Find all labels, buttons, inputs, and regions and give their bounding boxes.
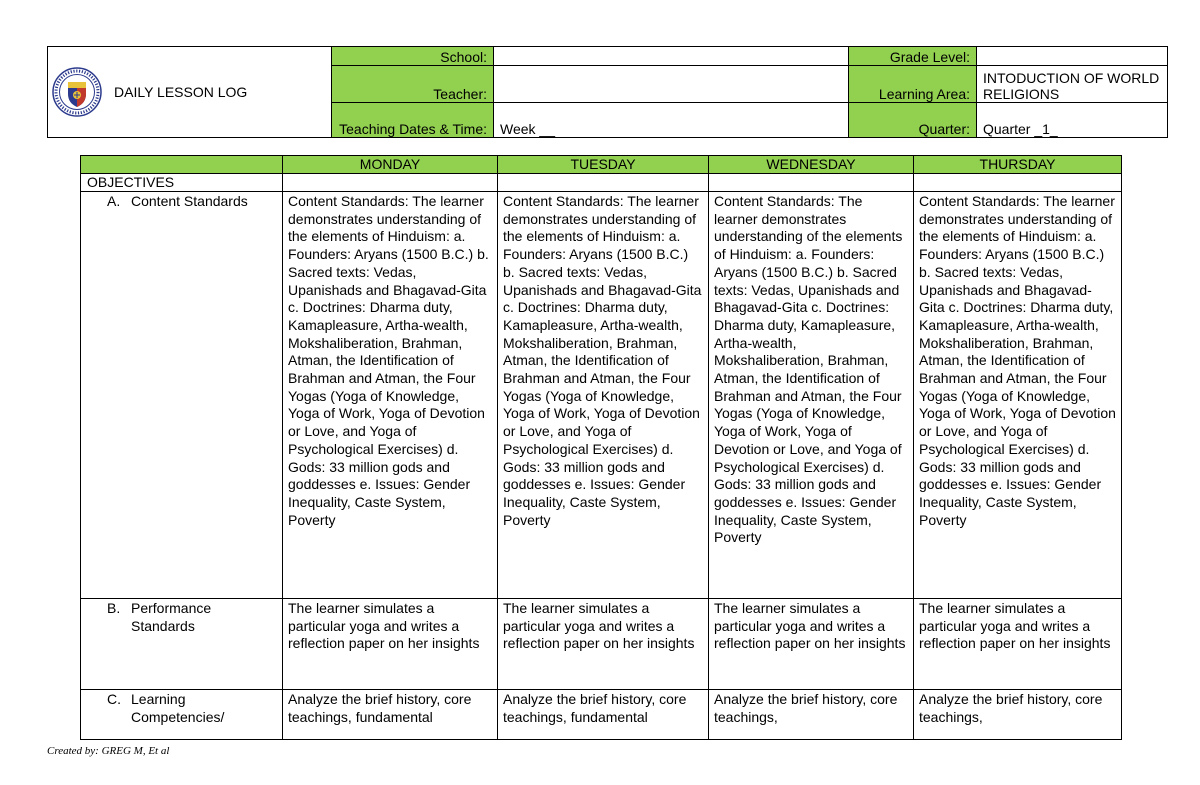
school-label: School: <box>332 47 494 66</box>
row-letter: C. <box>107 691 121 707</box>
table-cell[interactable]: Content Standards: The learner demonstrates understanding of the elements of Hinduism: a. Founders: Aryans (1500 B.C.) b. Sacred texts: Vedas, Upanishads and Bhagavad-Gita c. Doctrines: Dharma duty, Kamapleasure, Artha-wealth, Mokshaliberation, Brahman, Atman, the Identification of Brahman and Atman, the Four Yogas (Yoga of Knowledge, Yoga of Work, Yoga of Devotion or Love, and Yoga of Psychological Exercises) d. Gods: 33 million gods and goddesses e. Issues: Gender Inequality, Caste System, Poverty <box>283 192 498 599</box>
teacher-field[interactable] <box>494 66 849 103</box>
row-letter: A. <box>107 193 121 209</box>
table-cell[interactable]: The learner simulates a particular yoga and writes a reflection paper on her insights <box>498 599 709 690</box>
day-header-thursday: THURSDAY <box>914 156 1122 174</box>
row-label-text: Learning Competencies/ <box>131 691 225 725</box>
table-cell[interactable]: Content Standards: The learner demonstrates understanding of the elements of Hinduism: a. Founders: Aryans (1500 B.C.) b. Sacred texts: Vedas, Upanishads and Bhagavad-Gita c. Doctrines: Dharma duty, Kamapleasure, Artha-wealth, Mokshaliberation, Brahman, Atman, the Identification of Brahman and Atman, the Four Yogas (Yoga of Knowledge, Yoga of Work, Yoga of Devotion or Love, and Yoga of Psychological Exercises) d. Gods: 33 million gods and goddesses e. Issues: Gender Inequality, Caste System, Poverty <box>709 192 914 599</box>
table-cell[interactable]: Analyze the brief history, core teachings, <box>709 690 914 740</box>
objectives-label: OBJECTIVES <box>81 174 283 192</box>
row-label-text: Performance Standards <box>131 600 212 634</box>
day-header-wednesday: WEDNESDAY <box>709 156 914 174</box>
page-title: DAILY LESSON LOG <box>114 84 248 100</box>
grade-level-label: Grade Level: <box>849 47 977 66</box>
grade-level-field[interactable] <box>977 47 1168 66</box>
quarter-label: Quarter: <box>849 103 977 138</box>
table-cell[interactable]: Analyze the brief history, core teachings, fundamental <box>498 690 709 740</box>
objectives-row <box>81 174 1122 192</box>
teaching-dates-label: Teaching Dates & Time: <box>332 103 494 138</box>
header-table <box>47 46 1168 138</box>
learning-area-label: Learning Area: <box>849 66 977 103</box>
row-label <box>81 192 283 599</box>
teacher-label: Teacher: <box>332 66 494 103</box>
table-row <box>81 690 1122 740</box>
table-cell[interactable]: Analyze the brief history, core teachings, <box>914 690 1122 740</box>
row-label-text: Content Standards <box>131 193 248 209</box>
table-cell[interactable]: Content Standards: The learner demonstrates understanding of the elements of Hinduism: a. Founders: Aryans (1500 B.C.) b. Sacred texts: Vedas, Upanishads and Bhagavad-Gita c. Doctrines: Dharma duty, Kamapleasure, Artha-wealth, Mokshaliberation, Brahman, Atman, the Identification of Brahman and Atman, the Four Yogas (Yoga of Knowledge, Yoga of Work, Yoga of Devotion or Love, and Yoga of Psychological Exercises) d. Gods: 33 million gods and goddesses e. Issues: Gender Inequality, Caste System, Poverty <box>498 192 709 599</box>
table-row <box>81 192 1122 599</box>
day-header-blank <box>81 156 283 174</box>
learning-area-field[interactable]: INTODUCTION OF WORLD RELIGIONS <box>977 66 1168 103</box>
footer-credit: Created by: GREG M, Et al <box>47 745 170 757</box>
row-label <box>81 690 283 740</box>
quarter-field[interactable]: Quarter _1_ <box>977 103 1168 138</box>
day-header-row <box>81 156 1122 174</box>
lesson-table <box>80 155 1122 740</box>
table-cell[interactable]: The learner simulates a particular yoga and writes a reflection paper on her insights <box>283 599 498 690</box>
table-cell[interactable]: The learner simulates a particular yoga and writes a reflection paper on her insights <box>914 599 1122 690</box>
table-row <box>81 599 1122 690</box>
deped-seal-icon <box>52 67 102 117</box>
school-field[interactable] <box>494 47 849 66</box>
table-cell[interactable]: Content Standards: The learner demonstrates understanding of the elements of Hinduism: a. Founders: Aryans (1500 B.C.) b. Sacred texts: Vedas, Upanishads and Bhagavad-Gita c. Doctrines: Dharma duty, Kamapleasure, Artha-wealth, Mokshaliberation, Brahman, Atman, the Identification of Brahman and Atman, the Four Yogas (Yoga of Knowledge, Yoga of Work, Yoga of Devotion or Love, and Yoga of Psychological Exercises) d. Gods: 33 million gods and goddesses e. Issues: Gender Inequality, Caste System, Poverty <box>914 192 1122 599</box>
table-cell[interactable]: Analyze the brief history, core teachings, fundamental <box>283 690 498 740</box>
title-cell <box>48 47 332 138</box>
table-cell[interactable]: The learner simulates a particular yoga and writes a reflection paper on her insights <box>709 599 914 690</box>
day-header-monday: MONDAY <box>283 156 498 174</box>
teaching-dates-field[interactable]: Week __ <box>494 103 849 138</box>
day-header-tuesday: TUESDAY <box>498 156 709 174</box>
row-letter: B. <box>107 600 121 616</box>
row-label <box>81 599 283 690</box>
